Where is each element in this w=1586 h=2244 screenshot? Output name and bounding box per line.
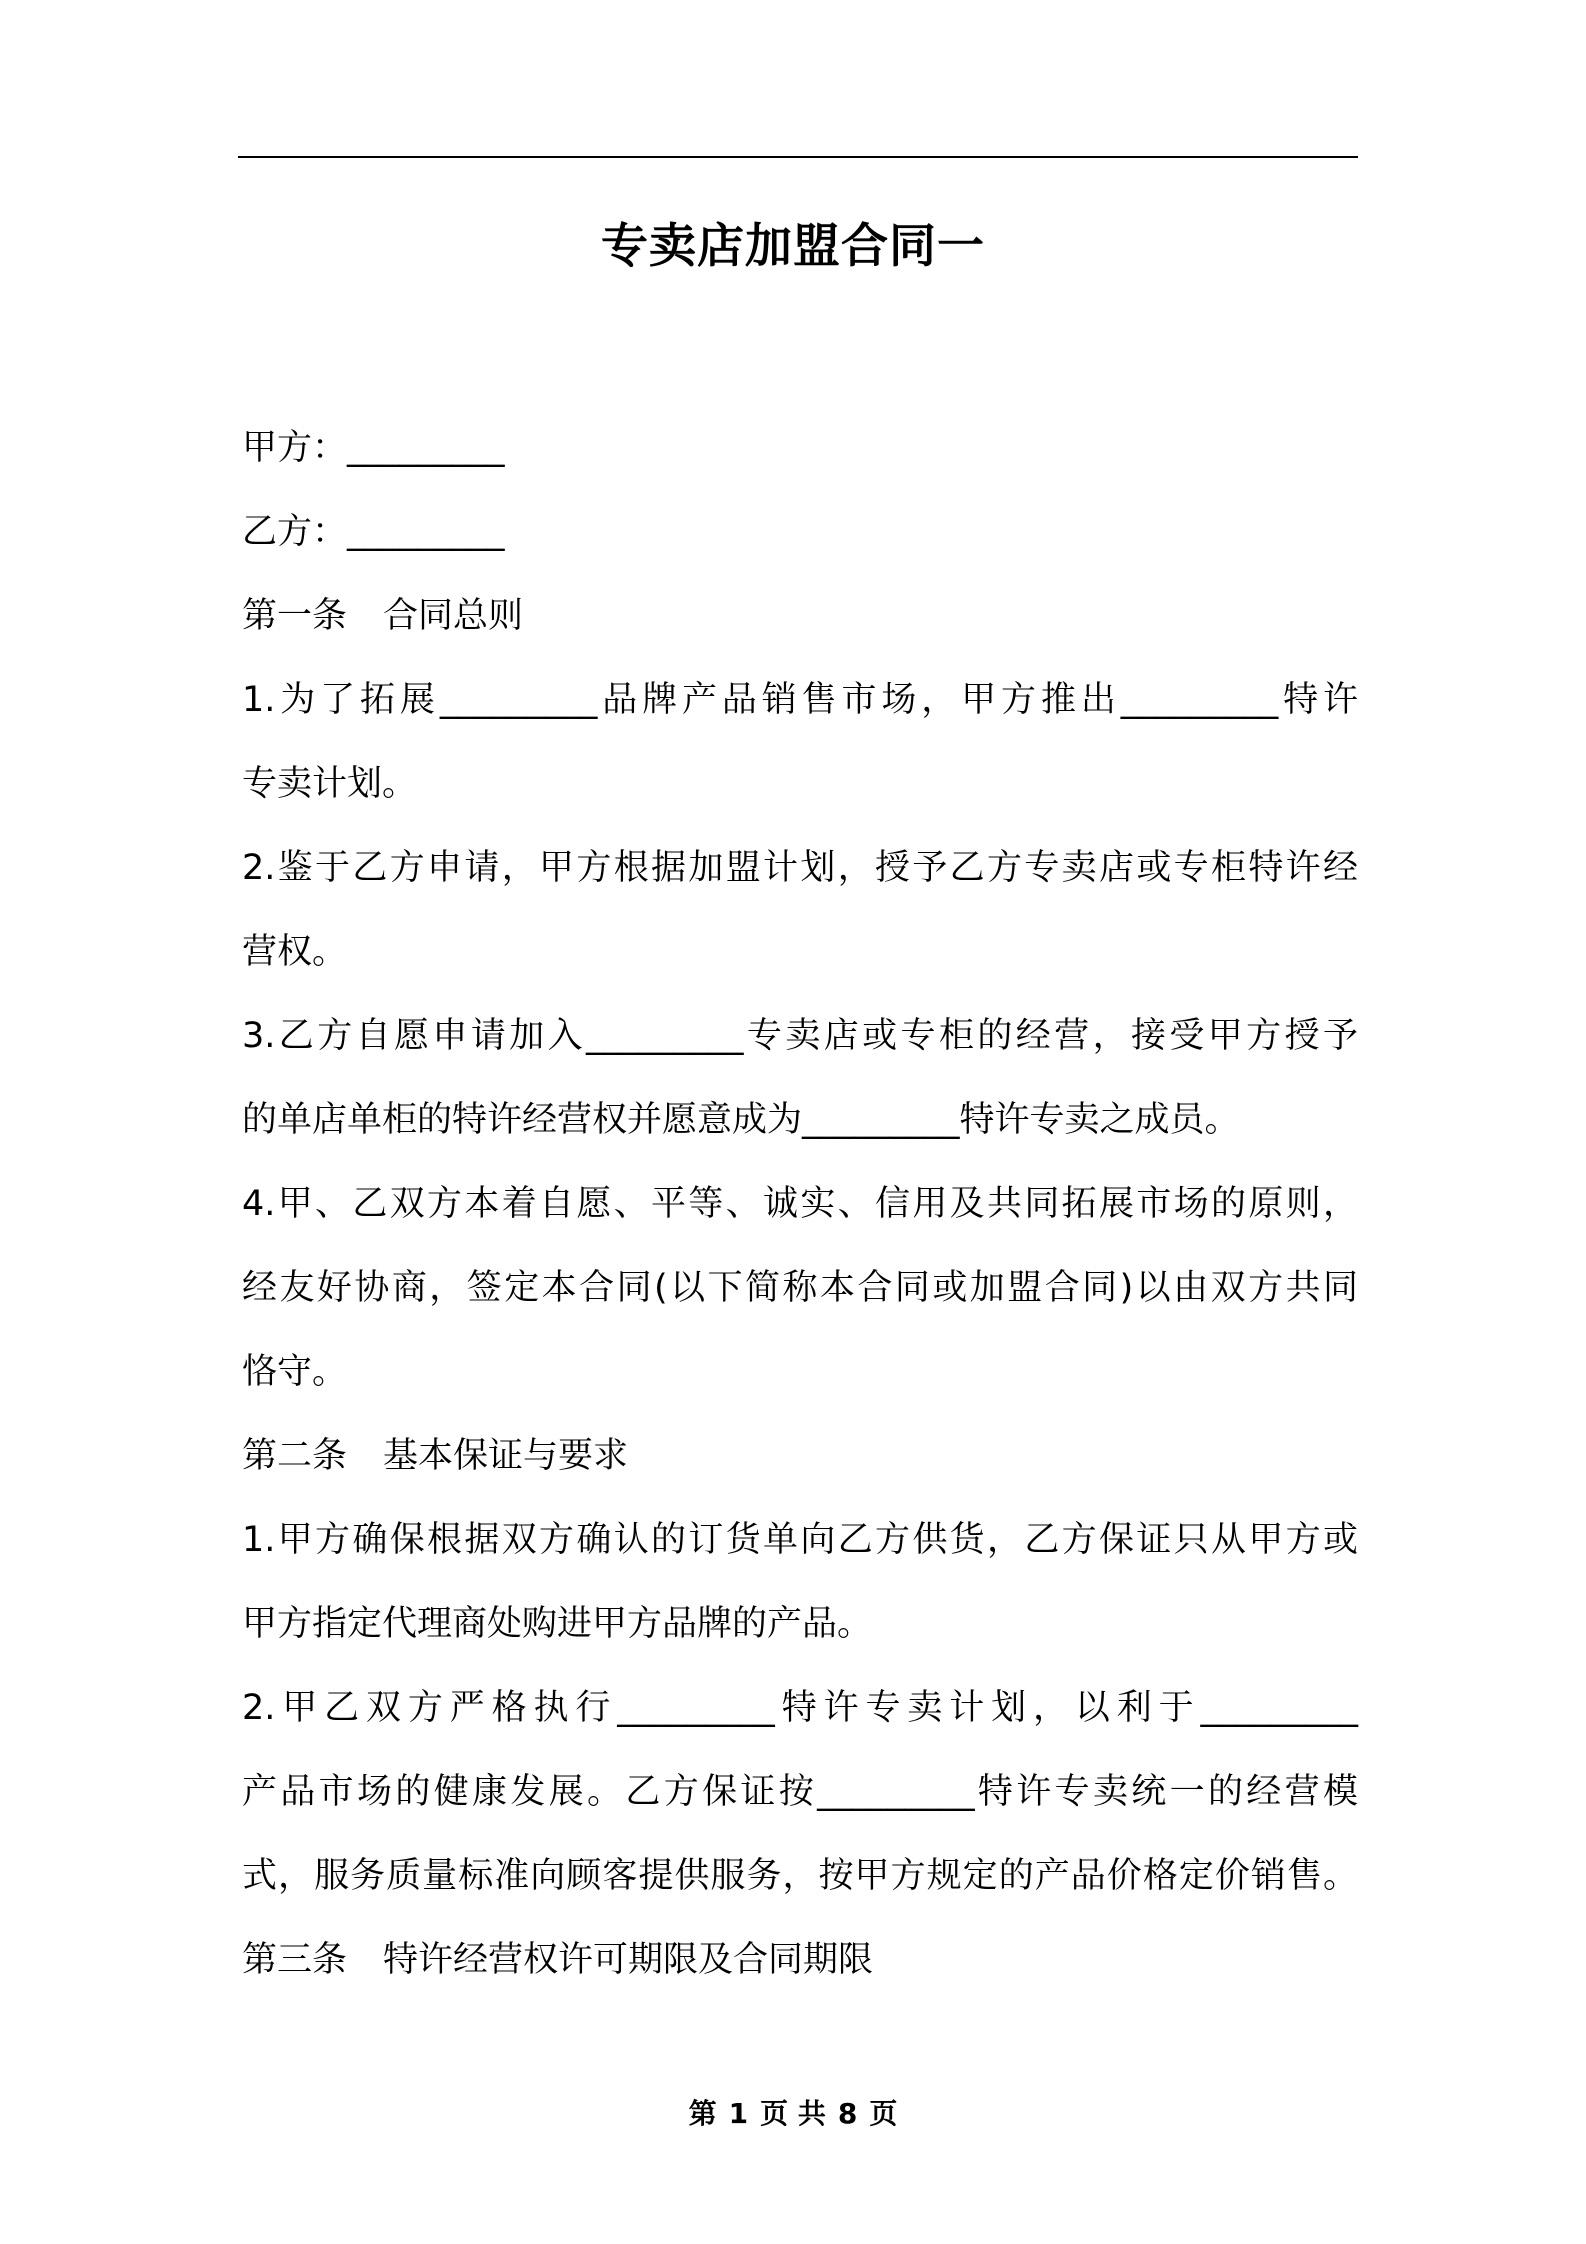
article-1-number: 第一条 [242, 596, 348, 636]
article-1-title: 合同总则 [383, 596, 524, 636]
article-1-clause-4-line-1: 4.甲、乙双方本着自愿、平等、诚实、信用及共同拓展市场的原则， [242, 1184, 1358, 1224]
header-rule [238, 156, 1358, 158]
party-a-label: 甲方： [242, 428, 348, 468]
article-3-title: 特许经营权许可期限及合同期限 [383, 1940, 874, 1980]
party-b-label: 乙方： [242, 512, 348, 552]
article-2-clause-2-line-3: 式，服务质量标准向顾客提供服务，按甲方规定的产品价格定价销售。 [242, 1856, 1358, 1896]
article-1-clause-3-line-1: 3.乙方自愿申请加入_________专卖店或专柜的经营，接受甲方授予 [242, 1016, 1358, 1056]
footer-prefix: 第 [688, 2097, 717, 2130]
party-b-blank: _________ [347, 512, 505, 552]
article-1-clause-3-line-2: 的单店单柜的特许经营权并愿意成为_________特许专卖之成员。 [242, 1100, 1240, 1140]
party-a-blank: _________ [347, 428, 505, 468]
article-2-title: 基本保证与要求 [383, 1436, 629, 1476]
article-2-clause-1-line-1: 1.甲方确保根据双方确认的订货单向乙方供货，乙方保证只从甲方或 [242, 1520, 1358, 1560]
article-2-heading [242, 1414, 1358, 1498]
document-title: 专卖店加盟合同一 [601, 219, 985, 274]
page-footer [0, 2094, 1586, 2134]
footer-total-pages: 8 [837, 2097, 858, 2130]
article-2-number: 第二条 [242, 1436, 348, 1476]
article-1-clause-4-line-3: 恪守。 [242, 1352, 348, 1392]
article-3-number: 第三条 [242, 1940, 348, 1980]
document-body [242, 406, 1358, 2002]
article-1-clause-1-line-2: 专卖计划。 [242, 764, 418, 804]
article-1-clause-4-line-2: 经友好协商，签定本合同(以下简称本合同或加盟合同)以由双方共同 [242, 1268, 1358, 1308]
article-2-clause-2-line-1: 2.甲乙双方严格执行_________特许专卖计划，以利于_________ [242, 1688, 1358, 1728]
article-1-clause-2-line-1: 2.鉴于乙方申请，甲方根据加盟计划，授予乙方专卖店或专柜特许经 [242, 848, 1358, 888]
article-1-clause-1-line-1: 1.为了拓展_________品牌产品销售市场，甲方推出_________特许 [242, 680, 1358, 720]
article-2-clause-1-line-2: 甲方指定代理商处购进甲方品牌的产品。 [242, 1604, 873, 1644]
article-3-heading [242, 1918, 1358, 2002]
article-1-heading [242, 574, 1358, 658]
article-1-clause-2-line-2: 营权。 [242, 932, 348, 972]
article-2-clause-2-line-2: 产品市场的健康发展。乙方保证按_________特许专卖统一的经营模 [242, 1772, 1358, 1812]
footer-mid: 页 共 [760, 2097, 826, 2130]
footer-page-number: 1 [728, 2097, 749, 2130]
party-b-line [242, 490, 1358, 574]
party-a-line [242, 406, 1358, 490]
footer-suffix: 页 [869, 2097, 898, 2130]
